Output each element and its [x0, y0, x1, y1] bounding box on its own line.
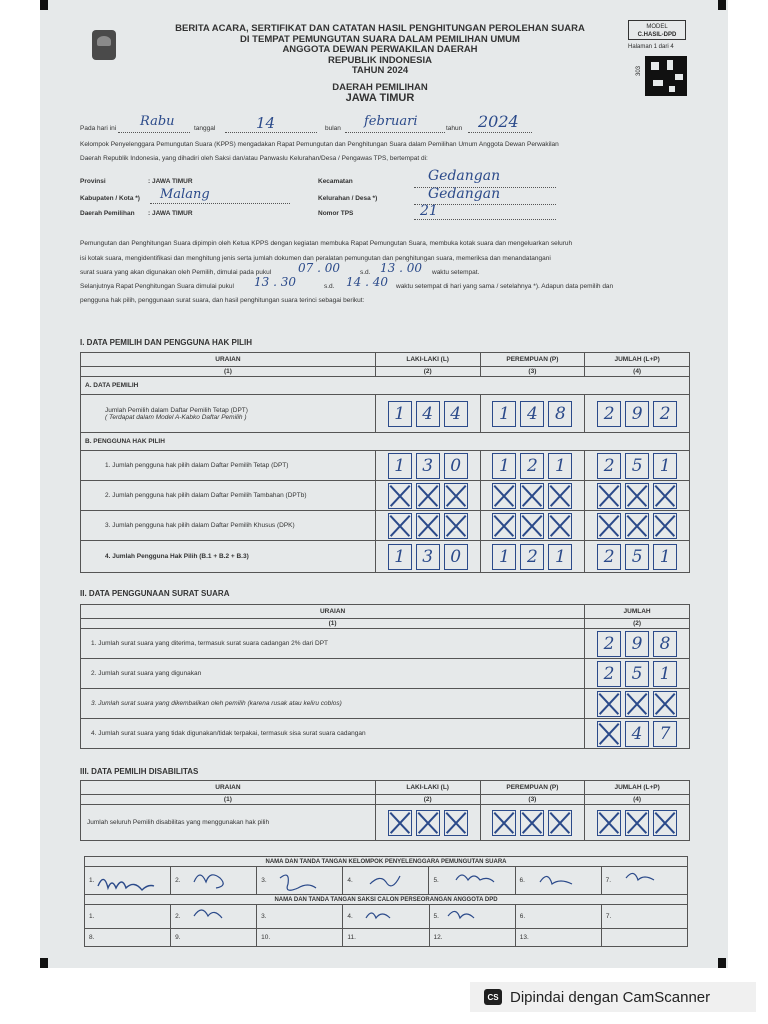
camscanner-icon: CS — [484, 989, 502, 1005]
digit-box: 5 — [625, 544, 649, 570]
digit-box: 3 — [416, 544, 440, 570]
digit-box: 4 — [416, 401, 440, 427]
qr-code-icon — [645, 56, 687, 96]
col-number: (2) — [375, 367, 480, 377]
signature-mark — [98, 879, 154, 890]
table-row — [81, 541, 690, 573]
digit-box: 1 — [388, 544, 412, 570]
digit-box: 3 — [416, 453, 440, 479]
table-number-row — [81, 367, 690, 377]
sign-cell: 5. — [429, 867, 515, 895]
sign-cell: 1. — [85, 905, 171, 929]
sign-cell: 4. — [343, 905, 429, 929]
digit-box: 4 — [625, 721, 649, 747]
sign-cell: 6. — [515, 867, 601, 895]
crossed-box — [548, 810, 572, 836]
digit-box: 9 — [625, 631, 649, 657]
table-header-row — [81, 605, 690, 619]
digit-box: 4 — [444, 401, 468, 427]
ballot-usage-table — [80, 604, 690, 749]
dis-female-cell — [480, 805, 585, 841]
digit-box: 7 — [653, 721, 677, 747]
year-label: tahun — [446, 125, 463, 132]
kabupaten-value: Malang — [160, 187, 210, 202]
corner-mark — [40, 958, 48, 968]
sign-cell: 6. — [515, 905, 601, 929]
signature-mark — [626, 873, 654, 880]
camscanner-label: Dipindai dengan CamScanner — [510, 988, 711, 1006]
sign-cell: 13. — [515, 929, 601, 947]
row-label: 4. Jumlah Pengguna Hak Pilih (B.1 + B.2 + B.3) — [81, 541, 376, 573]
sign-cell: 10. — [257, 929, 343, 947]
row-label: 1. Jumlah surat suara yang diterima, termasuk surat suara cadangan 2% dari DPT — [81, 629, 585, 659]
digit-box: 5 — [625, 453, 649, 479]
digit-box: 1 — [653, 453, 677, 479]
digit-box: 2 — [597, 544, 621, 570]
signature-scribbles — [84, 864, 688, 944]
digit-box: 2 — [520, 544, 544, 570]
table-row — [81, 629, 690, 659]
digit-box: 5 — [625, 661, 649, 687]
col-header: JUMLAH — [585, 605, 690, 619]
returned-cell — [585, 689, 690, 719]
region-value: JAWA TIMUR — [345, 92, 415, 104]
crossed-box — [444, 810, 468, 836]
model-box — [628, 20, 686, 40]
table-row — [81, 511, 690, 541]
table-header-row — [81, 353, 690, 367]
crossed-box — [520, 513, 544, 539]
sign-cell: 1. — [85, 867, 171, 895]
disability-table — [80, 780, 690, 841]
title-line: DI TEMPAT PEMUNGUTAN SUARA DALAM PEMILIHAN UMUM — [240, 33, 520, 45]
digit-box: 2 — [597, 401, 621, 427]
para-text: Pemungutan dan Penghitungan Suara dipimpin oleh Ketua KPPS dengan kegiatan membuka Rapat Pemungutan Suara, membuka kotak suara dan mengeluarkan seluruh — [80, 240, 573, 247]
digit-box: 9 — [625, 401, 649, 427]
kabupaten-label: Kabupaten / Kota *) — [80, 195, 140, 202]
used-cell — [585, 659, 690, 689]
row-group-label: B. PENGGUNA HAK PILIH — [81, 433, 690, 451]
digit-box: 1 — [653, 661, 677, 687]
b4-total-cell — [585, 541, 690, 573]
sign-cell: 3. — [257, 867, 343, 895]
end-time: 13 . 00 — [380, 261, 422, 275]
crossed-box — [444, 513, 468, 539]
para-text: pengguna hak pilih, penggunaan surat suara, dan hasil penghitungan suara terinci sebagai berikut: — [80, 297, 365, 304]
col-header: PEREMPUAN (P) — [480, 353, 585, 367]
kecamatan-label: Kecamatan — [318, 178, 353, 185]
kpps-sign-title: NAMA DAN TANDA TANGAN KELOMPOK PENYELENGGARA PEMUNGUTAN SUARA — [85, 857, 688, 867]
b2-female-cell — [480, 481, 585, 511]
dotted-line — [468, 131, 532, 133]
dis-total-cell — [585, 805, 690, 841]
signature-mark — [280, 875, 316, 890]
crossed-box — [492, 483, 516, 509]
digit-box: 2 — [520, 453, 544, 479]
dpt-label: Jumlah Pemilih dalam Daftar Pemilih Tetap (DPT) — [105, 406, 248, 414]
sign-cell: 3. — [257, 905, 343, 929]
col-number: (1) — [81, 619, 585, 629]
crossed-box — [388, 513, 412, 539]
crossed-box — [653, 513, 677, 539]
crossed-box — [653, 691, 677, 717]
signature-mark — [194, 875, 223, 888]
table-row — [81, 719, 690, 749]
digit-box: 8 — [653, 631, 677, 657]
crossed-box — [597, 483, 621, 509]
count-end-time: 14 . 40 — [346, 275, 388, 289]
signature-mark — [456, 875, 494, 882]
intro-text: Daerah Republik Indonesia, yang dihadiri oleh Saksi dan/atau Panwaslu Kelurahan/Desa / Pengawas TPS, bertempat di: — [80, 155, 428, 162]
row-label: 1. Jumlah pengguna hak pilih dalam Daftar Pemilih Tetap (DPT) — [81, 451, 376, 481]
dotted-line — [118, 131, 190, 133]
saksi-sign-title: NAMA DAN TANDA TANGAN SAKSI CALON PERSEORANGAN ANGGOTA DPD — [85, 895, 688, 905]
crossed-box — [416, 513, 440, 539]
day-label: Pada hari ini — [80, 125, 117, 132]
sd-label: s.d. — [324, 283, 335, 290]
table-row — [81, 377, 690, 395]
kelurahan-value: Gedangan — [428, 186, 501, 202]
dotted-line — [345, 131, 445, 133]
daerah-value: : JAWA TIMUR — [148, 210, 193, 217]
sign-cell: 12. — [429, 929, 515, 947]
b1-female-cell — [480, 451, 585, 481]
crossed-box — [653, 483, 677, 509]
date-label: tanggal — [194, 125, 216, 132]
para-text: waktu setempat di hari yang sama / setelahnya *). Adapun data pemilih dan — [396, 283, 614, 290]
table-number-row — [81, 795, 690, 805]
row-group-label: A. DATA PEMILIH — [81, 377, 690, 395]
dpt-total-cell — [585, 395, 690, 433]
title-line: ANGGOTA DEWAN PERWAKILAN DAERAH — [282, 44, 478, 55]
signature-mark — [540, 876, 572, 884]
intro-text: Kelompok Penyelenggara Pemungutan Suara (KPPS) mengadakan Rapat Pemungutan dan Penghitungan Suara dalam Pemilihan Umum Anggota Dewan Perwakilan — [80, 141, 559, 148]
digit-box: 2 — [597, 631, 621, 657]
b3-male-cell — [375, 511, 480, 541]
table-row — [81, 805, 690, 841]
crossed-box — [520, 810, 544, 836]
para-text: surat suara yang akan digunakan oleh Pemilih, dimulai pada pukul — [80, 269, 272, 276]
digit-box: 1 — [492, 453, 516, 479]
crossed-box — [625, 483, 649, 509]
crossed-box — [597, 721, 621, 747]
col-number: (1) — [81, 367, 376, 377]
digit-box: 1 — [548, 453, 572, 479]
col-number: (3) — [480, 367, 585, 377]
corner-mark — [718, 958, 726, 968]
month-label: bulan — [325, 125, 341, 132]
table-row — [81, 395, 690, 433]
camscanner-badge — [470, 982, 756, 1012]
signature-mark — [370, 876, 400, 886]
table-header-row — [81, 781, 690, 795]
signature-mark — [448, 911, 474, 918]
col-header: URAIAN — [81, 781, 376, 795]
page-number: Halaman 1 dari 4 — [628, 44, 674, 50]
crossed-box — [388, 483, 412, 509]
received-cell — [585, 629, 690, 659]
title-line: BERITA ACARA, SERTIFIKAT DAN CATATAN HASIL PENGHITUNGAN PEROLEHAN SUARA — [175, 23, 585, 34]
dpt-male-cell — [375, 395, 480, 433]
signature-mark — [366, 913, 390, 918]
col-number: (4) — [585, 367, 690, 377]
section-title: III. DATA PEMILIH DISABILITAS — [80, 767, 199, 776]
title-line: REPUBLIK INDONESIA — [328, 54, 432, 66]
crossed-box — [625, 691, 649, 717]
side-number: 303 — [636, 65, 643, 77]
crossed-box — [597, 691, 621, 717]
row-label — [81, 395, 376, 433]
crossed-box — [416, 483, 440, 509]
digit-box: 4 — [520, 401, 544, 427]
row-label: 4. Jumlah surat suara yang tidak digunakan/tidak terpakai, termasuk sisa surat suara cadangan — [81, 719, 585, 749]
date-value: 14 — [256, 114, 276, 132]
sign-cell: 11. — [343, 929, 429, 947]
para-text: Selanjutnya Rapat Penghitungan Suara dimulai pukul — [80, 283, 234, 290]
day-value: Rabu — [140, 114, 175, 129]
b3-female-cell — [480, 511, 585, 541]
crossed-box — [597, 810, 621, 836]
col-header: JUMLAH (L+P) — [585, 781, 690, 795]
col-header: LAKI-LAKI (L) — [375, 781, 480, 795]
title-line: TAHUN 2024 — [351, 65, 409, 76]
b1-total-cell — [585, 451, 690, 481]
provinsi-value: : JAWA TIMUR — [148, 178, 193, 185]
col-header: PEREMPUAN (P) — [480, 781, 585, 795]
digit-box: 8 — [548, 401, 572, 427]
region-label: DAERAH PEMILIHAN — [332, 81, 428, 93]
month-value: februari — [364, 114, 418, 129]
col-number: (2) — [375, 795, 480, 805]
crossed-box — [597, 513, 621, 539]
para-text: waktu setempat. — [432, 269, 480, 276]
sign-cell: 2. — [171, 905, 257, 929]
digit-box: 1 — [492, 401, 516, 427]
count-start-time: 13 . 30 — [254, 275, 296, 289]
sign-cell: 9. — [171, 929, 257, 947]
daerah-label: Daerah Pemilihan — [80, 210, 135, 217]
table-number-row — [81, 619, 690, 629]
row-label: 2. Jumlah surat suara yang digunakan — [81, 659, 585, 689]
col-number: (2) — [585, 619, 690, 629]
document-title — [100, 24, 660, 104]
section-title: I. DATA PEMILIH DAN PENGGUNA HAK PILIH — [80, 338, 252, 347]
row-label: 3. Jumlah surat suara yang dikembalikan oleh pemilih (karena rusak atau keliru coblos) — [81, 689, 585, 719]
digit-box: 2 — [597, 661, 621, 687]
digit-box: 1 — [653, 544, 677, 570]
crossed-box — [625, 810, 649, 836]
year-value: 2024 — [478, 112, 519, 131]
sign-cell: 4. — [343, 867, 429, 895]
col-number: (1) — [81, 795, 376, 805]
row-label: 2. Jumlah pengguna hak pilih dalam Daftar Pemilih Tambahan (DPTb) — [81, 481, 376, 511]
corner-mark — [718, 0, 726, 10]
digit-box: 1 — [388, 453, 412, 479]
digit-box: 0 — [444, 544, 468, 570]
b1-male-cell — [375, 451, 480, 481]
crossed-box — [388, 810, 412, 836]
table-row — [81, 481, 690, 511]
digit-box: 1 — [492, 544, 516, 570]
model-label: MODEL — [646, 24, 668, 30]
section-title: II. DATA PENGGUNAAN SURAT SUARA — [80, 589, 230, 598]
digit-box: 2 — [597, 453, 621, 479]
sign-cell: 5. — [429, 905, 515, 929]
row-label: 3. Jumlah pengguna hak pilih dalam Daftar Pemilih Khusus (DPK) — [81, 511, 376, 541]
tps-label: Nomor TPS — [318, 210, 354, 217]
dis-male-cell — [375, 805, 480, 841]
b2-male-cell — [375, 481, 480, 511]
crossed-box — [520, 483, 544, 509]
col-header: URAIAN — [81, 605, 585, 619]
col-header: URAIAN — [81, 353, 376, 367]
table-row — [81, 659, 690, 689]
provinsi-label: Provinsi — [80, 178, 106, 185]
para-text: isi kotak suara, mengidentifikasi dan menghitung jenis serta jumlah dokumen dan peralatan pemungutan dan penghitungan suara, memeriksa dan menandatangani — [80, 255, 551, 262]
sign-cell: 2. — [171, 867, 257, 895]
signature-mark — [194, 910, 222, 918]
digit-box: 1 — [388, 401, 412, 427]
sd-label: s.d. — [360, 269, 371, 276]
tps-value: 21 — [420, 203, 438, 219]
b2-total-cell — [585, 481, 690, 511]
dotted-line — [150, 202, 290, 204]
unused-cell — [585, 719, 690, 749]
col-header: JUMLAH (L+P) — [585, 353, 690, 367]
voter-data-table — [80, 352, 690, 573]
crossed-box — [653, 810, 677, 836]
sign-cell: 8. — [85, 929, 171, 947]
model-code: C.HASIL-DPD — [637, 32, 677, 38]
dpt-sublabel: ( Terdapat dalam Model A-Kabko Daftar Pemilih ) — [105, 413, 247, 421]
crossed-box — [548, 513, 572, 539]
crossed-box — [548, 483, 572, 509]
start-time: 07 . 00 — [298, 261, 340, 275]
col-header: LAKI-LAKI (L) — [375, 353, 480, 367]
kecamatan-value: Gedangan — [428, 168, 501, 184]
table-row — [81, 433, 690, 451]
col-number: (3) — [480, 795, 585, 805]
b4-female-cell — [480, 541, 585, 573]
b4-male-cell — [375, 541, 480, 573]
table-row — [81, 689, 690, 719]
crossed-box — [416, 810, 440, 836]
digit-box: 0 — [444, 453, 468, 479]
kelurahan-label: Kelurahan / Desa *) — [318, 195, 378, 202]
col-number: (4) — [585, 795, 690, 805]
crossed-box — [444, 483, 468, 509]
corner-mark — [40, 0, 48, 10]
crossed-box — [625, 513, 649, 539]
dpt-female-cell — [480, 395, 585, 433]
sign-cell: 7. — [601, 905, 687, 929]
crossed-box — [492, 810, 516, 836]
table-row — [81, 451, 690, 481]
digit-box: 2 — [653, 401, 677, 427]
sign-cell: 7. — [601, 867, 687, 895]
crossed-box — [492, 513, 516, 539]
digit-box: 1 — [548, 544, 572, 570]
row-label: Jumlah seluruh Pemilih disabilitas yang menggunakan hak pilih — [81, 805, 376, 841]
b3-total-cell — [585, 511, 690, 541]
